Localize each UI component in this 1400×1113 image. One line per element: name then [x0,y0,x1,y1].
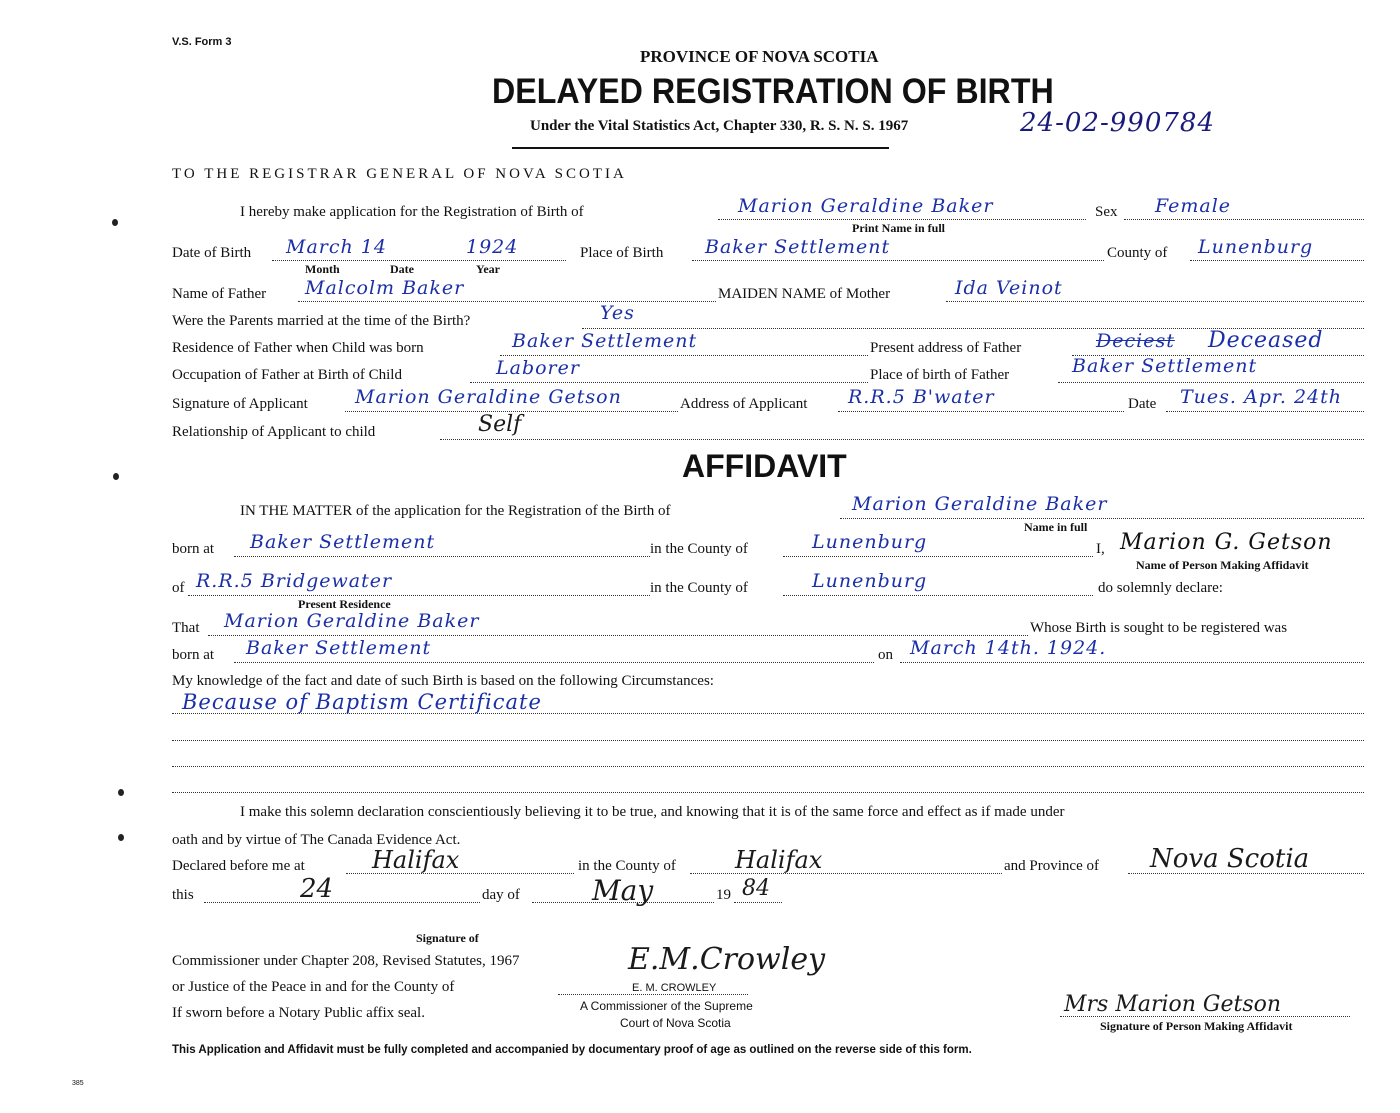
matter-name: Marion Geraldine Baker [852,493,1108,515]
declare-text: do solemnly declare: [1098,580,1223,596]
deponent-signature-label: Signature of Person Making Affidavit [1100,1019,1293,1033]
residence-line [500,355,868,356]
month-hint: Month [305,262,340,276]
county-label: County of [1107,245,1168,261]
born-at-line [234,556,650,557]
that-line [208,635,1028,636]
declared-label: Declared before me at [172,858,305,874]
day-line [204,902,480,903]
declared-county: Halifax [735,846,823,874]
county-line-2 [783,595,1093,596]
header-rule [512,147,889,149]
that-name: Marion Geraldine Baker [224,610,480,632]
present-address-label: Present address of Father [870,340,1022,356]
deponent-name: Marion G. Getson [1120,530,1333,555]
county-line-1 [783,556,1093,557]
county-value: Lunenburg [1198,236,1314,258]
residence-hint: Present Residence [298,597,391,611]
stamp-line-2: Court of Nova Scotia [620,1016,731,1030]
name-in-full-hint: Name in full [1024,520,1088,534]
solemn-text-1: I make this solemn declaration conscientiously believing it to be true, and knowing that it is of the same force and effect as if made under [240,804,1065,820]
day-of-label: day of [482,887,520,903]
circumstance-line-4 [172,792,1364,793]
mother-label: MAIDEN NAME of Mother [718,286,891,302]
applicant-signature: Marion Geraldine Getson [355,386,622,408]
stamp-name: E. M. CROWLEY [632,982,717,994]
province-value: Nova Scotia [1150,844,1310,874]
sex-label: Sex [1095,204,1118,220]
punch-hole-3 [118,789,124,796]
father-birthplace-line [1058,382,1364,383]
on-date: March 14th. 1924. [910,637,1107,659]
this-label: this [172,887,194,903]
affidavit-heading: AFFIDAVIT [682,448,847,484]
father-birthplace-value: Baker Settlement [1072,355,1258,377]
on-line [900,662,1364,663]
father-birthplace-label: Place of birth of Father [870,367,1010,383]
place-label: Place of Birth [580,245,664,261]
punch-hole-4 [118,834,124,841]
relationship-label: Relationship of Applicant to child [172,424,376,440]
circumstance-line-2 [172,740,1364,741]
date-line [1166,411,1364,412]
intro-text: I hereby make application for the Registration of Birth of [240,204,584,220]
signature-label: Signature of Applicant [172,396,308,412]
residence-label: Residence of Father when Child was born [172,340,424,356]
deponent-signature: Mrs Marion Getson [1064,992,1282,1017]
matter-text: IN THE MATTER of the application for the Registration of the Birth of [240,503,671,519]
affidavit-residence: R.R.5 Bridgewater [196,570,393,592]
of-label: of [172,580,185,596]
date-value: Tues. Apr. 24th [1180,386,1342,408]
deponent-signature-line [1060,1016,1350,1017]
present-address-struck: Deciest [1096,330,1175,352]
justice-line: or Justice of the Peace in and for the County of [172,979,455,995]
footer-code: 385 [72,1080,84,1087]
occupation-label: Occupation of Father at Birth of Child [172,367,402,383]
year-line [734,902,782,903]
county-line [1190,260,1364,261]
stamp-line-1: A Commissioner of the Supreme [580,999,753,1013]
whose-birth-text: Whose Birth is sought to be registered was [1030,620,1288,636]
place-line [692,260,1104,261]
mother-line [946,301,1364,302]
residence-line-affidavit [188,595,650,596]
notary-line: If sworn before a Notary Public affix seal. [172,1005,425,1021]
i-label: I, [1096,541,1105,557]
dob-label: Date of Birth [172,245,252,261]
applicant-address-label: Address of Applicant [680,396,808,412]
born-at-label: born at [172,541,215,557]
date-label: Date [1128,396,1157,412]
dob-year: 1924 [466,236,519,258]
sex-value: Female [1155,195,1232,217]
married-label: Were the Parents married at the time of the Birth? [172,313,471,329]
commissioner-line: Commissioner under Chapter 208, Revised Statutes, 1967 [172,953,520,969]
born-at-value: Baker Settlement [250,531,436,553]
county-value-2: Lunenburg [812,570,928,592]
to-registrar: TO THE REGISTRAR GENERAL OF NOVA SCOTIA [172,166,627,182]
signature-of-hint: Signature of [416,931,479,945]
relationship-line [440,439,1364,440]
punch-hole-1 [112,219,118,226]
place-value: Baker Settlement [705,236,891,258]
punch-hole-2 [113,473,119,480]
that-label: That [172,620,200,636]
applicant-address-value: R.R.5 B'water [848,386,995,408]
relationship-value: Self [478,412,522,437]
father-value: Malcolm Baker [305,277,465,299]
in-county-label-2: in the County of [650,580,748,596]
born-at-value-2: Baker Settlement [246,637,432,659]
province-label: and Province of [1004,858,1099,874]
residence-value: Baker Settlement [512,330,698,352]
solemn-text-2: oath and by virtue of The Canada Evidence Act. [172,832,461,848]
form-number: V.S. Form 3 [172,36,232,48]
knowledge-text: My knowledge of the fact and date of such Birth is based on the following Circumstances: [172,673,714,689]
year-hint: Year [476,262,500,276]
deponent-hint: Name of Person Making Affidavit [1136,558,1309,572]
sex-line [1124,219,1364,220]
in-county-label-1: in the County of [650,541,748,557]
justice-county-line [558,994,748,995]
father-label: Name of Father [172,286,267,302]
county-value-1: Lunenburg [812,531,928,553]
footer-notice: This Application and Affidavit must be fully completed and accompanied by documentary proof of age as outlined on the reverse side of this form. [172,1044,972,1056]
dob-month: March 14 [286,236,387,258]
month-value: May [592,874,654,907]
date-hint: Date [390,262,414,276]
registration-number: 24-02-990784 [1020,108,1215,138]
circumstances: Because of Baptism Certificate [182,690,542,714]
present-address-value: Deceased [1208,328,1324,353]
occupation-line [470,382,868,383]
declared-place: Halifax [372,846,460,874]
born-at-line-2 [234,662,874,663]
commissioner-signature: E.M.Crowley [628,942,826,977]
year-prefix: 19 [716,887,731,903]
day-value: 24 [300,874,334,904]
father-line [298,301,716,302]
child-name: Marion Geraldine Baker [738,195,994,217]
born-at-label-2: born at [172,647,215,663]
matter-line [840,518,1364,519]
circumstance-line-3 [172,766,1364,767]
in-county-label-3: in the County of [578,858,676,874]
page-title: DELAYED REGISTRATION OF BIRTH [492,72,1054,111]
applicant-address-line [838,411,1124,412]
dob-line [272,260,566,261]
name-line [718,219,1086,220]
mother-value: Ida Veinot [955,277,1063,299]
married-value: Yes [600,302,635,324]
province-heading: PROVINCE OF NOVA SCOTIA [640,47,879,66]
subtitle: Under the Vital Statistics Act, Chapter 330, R. S. N. S. 1967 [530,118,909,134]
print-name-hint: Print Name in full [852,221,945,235]
year-suffix: 84 [742,876,770,901]
occupation-value: Laborer [496,357,580,379]
on-label: on [878,647,893,663]
